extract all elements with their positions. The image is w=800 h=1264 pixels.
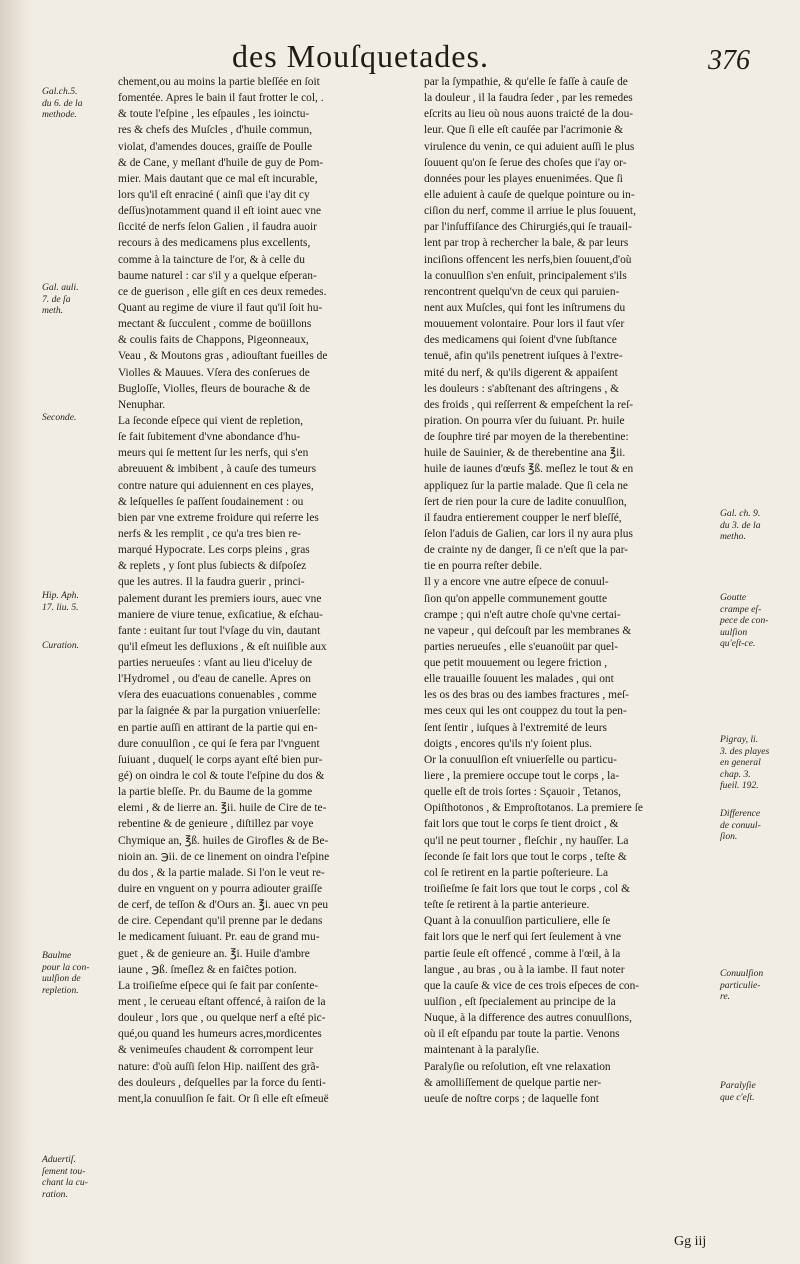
text-line: des douleurs , deſquelles par la force du ſenti- <box>118 1076 326 1089</box>
margin-note-line: qu'eſt-ce. <box>720 638 756 649</box>
text-line: liere , la premiere occupe tout le corps , la- <box>424 770 620 783</box>
text-line: huile de iaunes d'œufs ℥ß. meſlez le tout & en <box>424 463 634 476</box>
margin-note-line: 17. liu. 5. <box>42 601 79 613</box>
text-line: par la ſympathie, & qu'elle ſe faſſe à cauſe de <box>424 76 628 88</box>
text-line: meurs qui ſe mettent ſur les nerfs, qui s'en <box>118 447 309 460</box>
text-line: Chymique an, ℥ß. huiles de Girofles & de Be- <box>118 834 329 847</box>
text-line: Nenuphar. <box>118 398 166 411</box>
margin-note-line: pece de con- <box>720 615 769 626</box>
margin-note-hip-aph <box>42 590 122 613</box>
text-line: palement durant les premiers iours, auec vne <box>118 592 322 605</box>
text-line: lors qu'il eſt enraciné ( ainſi que i'ay dit cy <box>118 188 310 201</box>
text-line: qu'il eſmeut les defluxions , & eſt nuiſible aux <box>118 640 327 653</box>
text-line: elle aduient à cauſe de quelque pointure ou in- <box>424 188 635 201</box>
text-line: de crainte ny de danger, ſi ce n'eſt que la par- <box>424 544 629 557</box>
margin-note-line: Paralyſie <box>720 1080 756 1091</box>
text-line: baume naturel : car s'il y a quelque eſperan- <box>118 269 317 282</box>
text-line: res & chefs des Muſcles , d'huile commun, <box>118 124 313 137</box>
text-line: la conuulſion s'en enſuit, principalement s'ils <box>424 269 627 282</box>
text-line: duire en vnguent on y pourra adiouter graiſſe <box>118 883 323 896</box>
text-line: eſcrits au lieu où nous auons traicté de la dou- <box>424 108 634 121</box>
text-line: & replets , y ſont plus ſubiects & diſpoſez <box>118 560 307 573</box>
text-line: de cerf, de teſſon & d'Ours an. ℥i. auec vn peu <box>118 899 329 912</box>
text-line: nioin an. ℈ii. de ce linement on oindra l'eſpine <box>118 850 330 863</box>
text-line: mité du nerf, & qu'ils digerent & appaiſent <box>424 366 618 379</box>
text-line: tenuë, afin qu'ils penetrent iuſques à l'extre- <box>424 350 623 363</box>
text-line: & leſquelles ſe paſſent ſoudainement : ou <box>118 495 304 508</box>
text-line: violat, d'amendes douces, graiſſe de Poulle <box>118 140 313 153</box>
margin-note-line: fueil. 192. <box>720 780 759 791</box>
text-line: données pour les playes enuenimées. Que ſi <box>424 172 623 185</box>
text-line: le medicament ſuiuant. Pr. eau de grand mu- <box>118 931 320 944</box>
text-line: nature: d'où auſſi ſelon Hip. naiſſent des grã- <box>118 1060 320 1073</box>
left-text-column <box>118 74 416 1107</box>
margin-note-line: du 6. de la <box>42 97 83 109</box>
text-line: & coulis faits de Chappons, Pigeonneaux, <box>118 334 309 347</box>
text-line: Il y a encore vne autre eſpece de conuul- <box>424 576 609 589</box>
margin-note-line: pour la con- <box>42 961 90 973</box>
page-header <box>0 30 800 80</box>
text-line: qu'il ne peut tourner , fleſchir , ny hauſſer. La <box>424 834 629 847</box>
text-line: huile de Sauinier, & de therebentine ana ℥ii. <box>424 447 626 460</box>
text-line: crampe ; qui n'eſt autre choſe qu'vne certai- <box>424 608 621 621</box>
text-line: fomentée. Apres le bain il faut frotter le col, . <box>118 92 324 105</box>
text-line: nent aux Muſcles, qui font les inſtrumens du <box>424 301 626 314</box>
margin-note-line: methode. <box>42 109 77 120</box>
margin-note-line: meth. <box>42 305 64 316</box>
text-line: de cire. Cependant qu'il prenne par le dedans <box>118 915 323 928</box>
margin-note-seconde <box>42 412 122 424</box>
margin-note-line: Curation. <box>42 640 80 651</box>
text-line: la douleur , il la faudra ſeder , par les remedes <box>424 92 633 105</box>
text-line: Veau , & Moutons gras , adiouſtant fueilles de <box>118 350 328 363</box>
margin-note-line: ſement tou- <box>42 1165 86 1177</box>
margin-note-line: de conuul- <box>720 819 761 831</box>
text-line: Violles & Mauues. Vſera des conſerues de <box>118 366 310 379</box>
text-line: ſeconde ſe fait lors que tout le corps , teſte & <box>424 850 627 863</box>
margin-note-galien-methode-r <box>720 508 798 543</box>
text-line: ſuiuant , duquel( le corps ayant eſté bien pur- <box>118 753 323 766</box>
margin-note-line: 3. des playes <box>720 745 770 757</box>
margin-note-line: Pigray, li. <box>720 734 759 745</box>
text-line: deſſus)notamment quand il eſt ioint auec vne <box>118 205 322 218</box>
text-line: où il eſt eſpandu par toute la partie. Venons <box>424 1028 620 1041</box>
margin-note-line: du 3. de la <box>720 519 761 531</box>
text-line: du dos , & la partie malade. Si l'on le veut re- <box>118 866 325 879</box>
text-line: ce de guerison , elle giſt en ces deux remedes. <box>118 285 327 298</box>
text-line: contre nature qui aduiennent en ces playes, <box>118 479 314 492</box>
text-line: ne vapeur , qui deſcouſt par les membranes & <box>424 624 632 637</box>
text-line: maniere de viure tenue, exſicatiue, & eſchau- <box>118 608 323 621</box>
margin-note-line: particulie- <box>720 979 761 991</box>
margin-note-difference <box>720 808 798 843</box>
margin-note-galien-methode <box>42 86 122 121</box>
text-line: La troiſieſme eſpece qui ſe fait par conſente- <box>118 979 319 992</box>
text-line: dure conuulſion , ce qui ſe fera par l'vnguent <box>118 737 320 750</box>
text-line: ſelon l'aduis de Galien, car lors il ny aura plus <box>424 527 633 540</box>
text-line: recours à des medicamens plus excellents, <box>118 237 311 250</box>
margin-note-line: 7. de ſa <box>42 293 71 305</box>
text-line: la partie bleſſe. Pr. du Baume de la gomme <box>118 786 313 799</box>
text-line: l'Hydromel , ou d'eau de canelle. Apres on <box>118 673 311 686</box>
text-line: partie ſeule eſt offencé , comme à l'œil, à la <box>424 947 621 960</box>
text-line: que les autres. Il la faudra guerir , princi- <box>118 576 305 589</box>
text-line: marqué Hypocrate. Les corps pleins , gras <box>118 544 310 557</box>
margin-note-line: Goutte <box>720 592 747 603</box>
text-line: col ſe retirent en la partie poſterieure. La <box>424 866 609 879</box>
margin-note-line: Aduertiſ. <box>42 1154 76 1165</box>
text-line: appliquez ſur la partie malade. Que ſi cela ne <box>424 479 628 492</box>
margin-note-line: Hip. Aph. <box>42 590 79 601</box>
margin-note-line: Conuulſion <box>720 968 764 979</box>
margin-note-line: metho. <box>720 531 746 542</box>
text-line: il faudra entierement coupper le nerf bleſſé, <box>424 511 622 524</box>
text-line: lent par trop à rechercher la bale, & par leurs <box>424 237 629 250</box>
text-line: nerfs & les remplit , ce qu'a tres bien re- <box>118 527 301 540</box>
text-line: & toute l'eſpine , les eſpaules , les ioinctu- <box>118 108 310 121</box>
text-line: & amolliſſement de quelque partie ner- <box>424 1076 602 1089</box>
margin-note-line: que c'eſt. <box>720 1091 755 1103</box>
text-line: des medicamens qui ſoient d'vne ſubſtance <box>424 334 617 347</box>
text-line: ſe fait ſubitement d'vne abondance d'hu- <box>118 431 301 444</box>
margin-note-conuulsion-particuliere <box>720 968 798 1003</box>
margin-note-galien-auli <box>42 282 122 317</box>
text-line: maintenant à la paralyſie. <box>424 1044 540 1057</box>
margin-note-line: Gal. auli. <box>42 282 79 293</box>
text-line: Bugloſſe, Violles, fleurs de bourache & de <box>118 382 311 395</box>
text-line: ſouuent qu'on ſe ſerue des choſes que i'ay or- <box>424 156 627 169</box>
margin-note-line: Gal. ch. 9. <box>720 508 761 519</box>
margin-note-line: chant la cu- <box>42 1177 88 1188</box>
margin-note-line: chap. 3. <box>720 768 751 780</box>
text-line: que petit mouuement ou legere friction , <box>424 657 608 670</box>
text-line: La ſeconde eſpece qui vient de repletion, <box>118 414 304 427</box>
text-line: abreuuent & imbibent , à cauſe des tumeurs <box>118 463 317 476</box>
text-line: rebentine & de genieure , diſtillez par voye <box>118 818 314 831</box>
text-line: en partie auſſi en attirant de la partie qui en- <box>118 721 318 734</box>
text-line: parties nerueuſes : vſant au lieu d'iceluy de <box>118 657 313 670</box>
text-line: inciſions offencent les nerfs,bien ſouuent,d'où <box>424 253 632 266</box>
text-line: de ſouphre tiré par moyen de la therebentine: <box>424 431 629 444</box>
margin-note-goutte-crampe <box>720 592 798 650</box>
text-line: troiſieſme ſe fait lors que tout le corps , col & <box>424 883 630 896</box>
text-line: chement,ou au moins la partie bleſſée en ſoit <box>118 76 320 88</box>
margin-note-line: re. <box>720 991 731 1002</box>
text-line: leur. Que ſi elle eſt cauſée par l'acrimonie & <box>424 124 624 137</box>
text-line: ſiccité de nerfs ſelon Galien , il faudra auoir <box>118 221 317 234</box>
text-line: mes ceux qui les ont couppez du tout la pen- <box>424 705 627 718</box>
text-line: les douleurs : s'abſtenant des aſtringens , & <box>424 382 620 395</box>
text-line: ueuſe de noſtre corps ; de laquelle font <box>424 1092 599 1105</box>
text-line: ſion qu'on appelle communement goutte <box>424 592 607 605</box>
text-line: elle trauaille ſouuent les malades , qui ont <box>424 673 614 686</box>
margin-note-baume <box>42 950 122 996</box>
text-line: iaune , ℈ß. ſmeſlez & en faiĉtes potion. <box>118 963 297 976</box>
text-line: uulſion , eſt ſpecialement au principe de la <box>424 996 616 1009</box>
text-line: Or la conuulſion eſt vniuerſelle ou particu- <box>424 753 617 766</box>
text-line: langue , au bras , ou à la iambe. Il faut noter <box>424 963 625 976</box>
text-line: teſte ſe retirent à la partie anterieure. <box>424 899 590 912</box>
text-line: que la cauſe & vice de ces trois eſpeces de con- <box>424 979 640 992</box>
margin-note-line: Baulme <box>42 950 72 961</box>
margin-note-aduertis <box>42 1154 122 1200</box>
text-line: fait lors que le nerf qui ſert ſeulement à vne <box>424 931 622 944</box>
text-line: tie en pourra reſter debile. <box>424 560 542 573</box>
running-head: des Mouſquetades. <box>232 38 489 74</box>
text-line: ſert de rien pour la cure de ladite conuulſion, <box>424 495 627 508</box>
margin-note-line: Seconde. <box>42 412 77 423</box>
text-line: gé) on oindra le col & toute l'eſpine du dos & <box>118 770 325 783</box>
signature-mark: Gg iij <box>674 1234 707 1249</box>
text-line: ment,la conuulſion ſe fait. Or ſi elle eſt eſmeuë <box>118 1092 329 1105</box>
margin-note-line: ration. <box>42 1188 68 1200</box>
text-line: & venimeuſes chaudent & corrompent leur <box>118 1044 314 1057</box>
text-line: douleur , lors que , ou quelque nerf a eſté pic- <box>118 1012 326 1025</box>
text-line: Opiſthotonos , & Emproſtotanos. La premiere ſe <box>424 802 643 815</box>
text-line: Quant à la conuulſion particuliere, elle ſe <box>424 915 611 928</box>
margin-note-line: Difference <box>720 808 761 819</box>
margin-note-curation <box>42 640 122 652</box>
text-line: Nuque, à la difference des autres conuulſions, <box>424 1012 632 1025</box>
text-line: par l'inſuffiſance des Chirurgiés,qui ſe trauail- <box>424 221 632 234</box>
text-line: doigts , encores qu'ils n'y ſoient plus. <box>424 737 592 750</box>
margin-note-paralysie <box>720 1080 798 1103</box>
margin-note-line: ſion. <box>720 831 738 842</box>
text-line: quelle eſt de trois ſortes : Sçauoir , Tetanos, <box>424 786 622 799</box>
text-line: piration. On pourra vſer du ſuiuant. Pr. huile <box>424 414 625 427</box>
text-line: mouuement volontaire. Pour lors il faut vſer <box>424 318 625 331</box>
right-text-column <box>424 74 716 1107</box>
margin-note-line: Gal.ch.5. <box>42 86 78 97</box>
text-line: Paralyſie ou reſolution, eſt vne relaxation <box>424 1060 611 1073</box>
text-line: virulence du venin, ce qui aduient auſſi le plus <box>424 140 635 153</box>
text-line: guet , & de genieure an. ℥i. Huile d'ambre <box>118 947 310 960</box>
text-line: bien par vne extreme froidure qui reſerre les <box>118 511 319 524</box>
text-line: & de Cane, y meſlant d'huile de guy de Pom- <box>118 156 324 169</box>
text-line: par la ſaignée & par la purgation vniuerſelle: <box>118 705 321 718</box>
text-line: rencontrent quelqu'vn de ceux qui paruien- <box>424 285 620 298</box>
margin-note-line: crampe eſ- <box>720 603 762 615</box>
text-line: ment , le cerueau eſtant offencé, à raiſon de la <box>118 996 326 1009</box>
page-number: 376 <box>708 45 750 76</box>
text-line: Quant au regime de viure il faut qu'il ſoit hu- <box>118 301 323 314</box>
text-line: qué,ou quand les humeurs acres,mordicentes <box>118 1028 322 1041</box>
text-line: comme à la taincture de l'or, & à celle du <box>118 253 305 266</box>
gutter-shadow <box>0 0 30 1264</box>
text-line: parties nerueuſes , elle s'euanoüit par quel- <box>424 640 619 653</box>
margin-note-line: uulſion <box>720 626 748 638</box>
text-line: mectant & ſucculent , comme de boüillons <box>118 318 312 331</box>
margin-note-line: uulſion de <box>42 973 81 984</box>
margin-note-line: repletion. <box>42 984 79 996</box>
margin-note-line: en general <box>720 757 761 768</box>
text-line: elemi , & de lierre an. ℥ii. huile de Cire de te- <box>118 802 327 815</box>
text-line: vſera des euacuations conuenables , comme <box>118 689 317 702</box>
margin-note-pigray <box>720 734 798 792</box>
text-line: ſent ſentir , iuſques à l'extremité de leurs <box>424 721 607 734</box>
text-line: fante : euitant ſur tout l'vſage du vin, dautant <box>118 624 321 637</box>
text-line: fait lors que tout le corps ſe tient droict , & <box>424 818 619 831</box>
text-line: les os des bras ou des iambes fractures , meſ- <box>424 689 629 702</box>
text-line: des froids , qui reſſerrent & empeſchent la reſ- <box>424 398 634 411</box>
text-line: ciſion du nerf, comme il arriue le plus ſouuent, <box>424 205 636 218</box>
text-line: mier. Mais dautant que ce mal eſt incurable, <box>118 172 318 185</box>
